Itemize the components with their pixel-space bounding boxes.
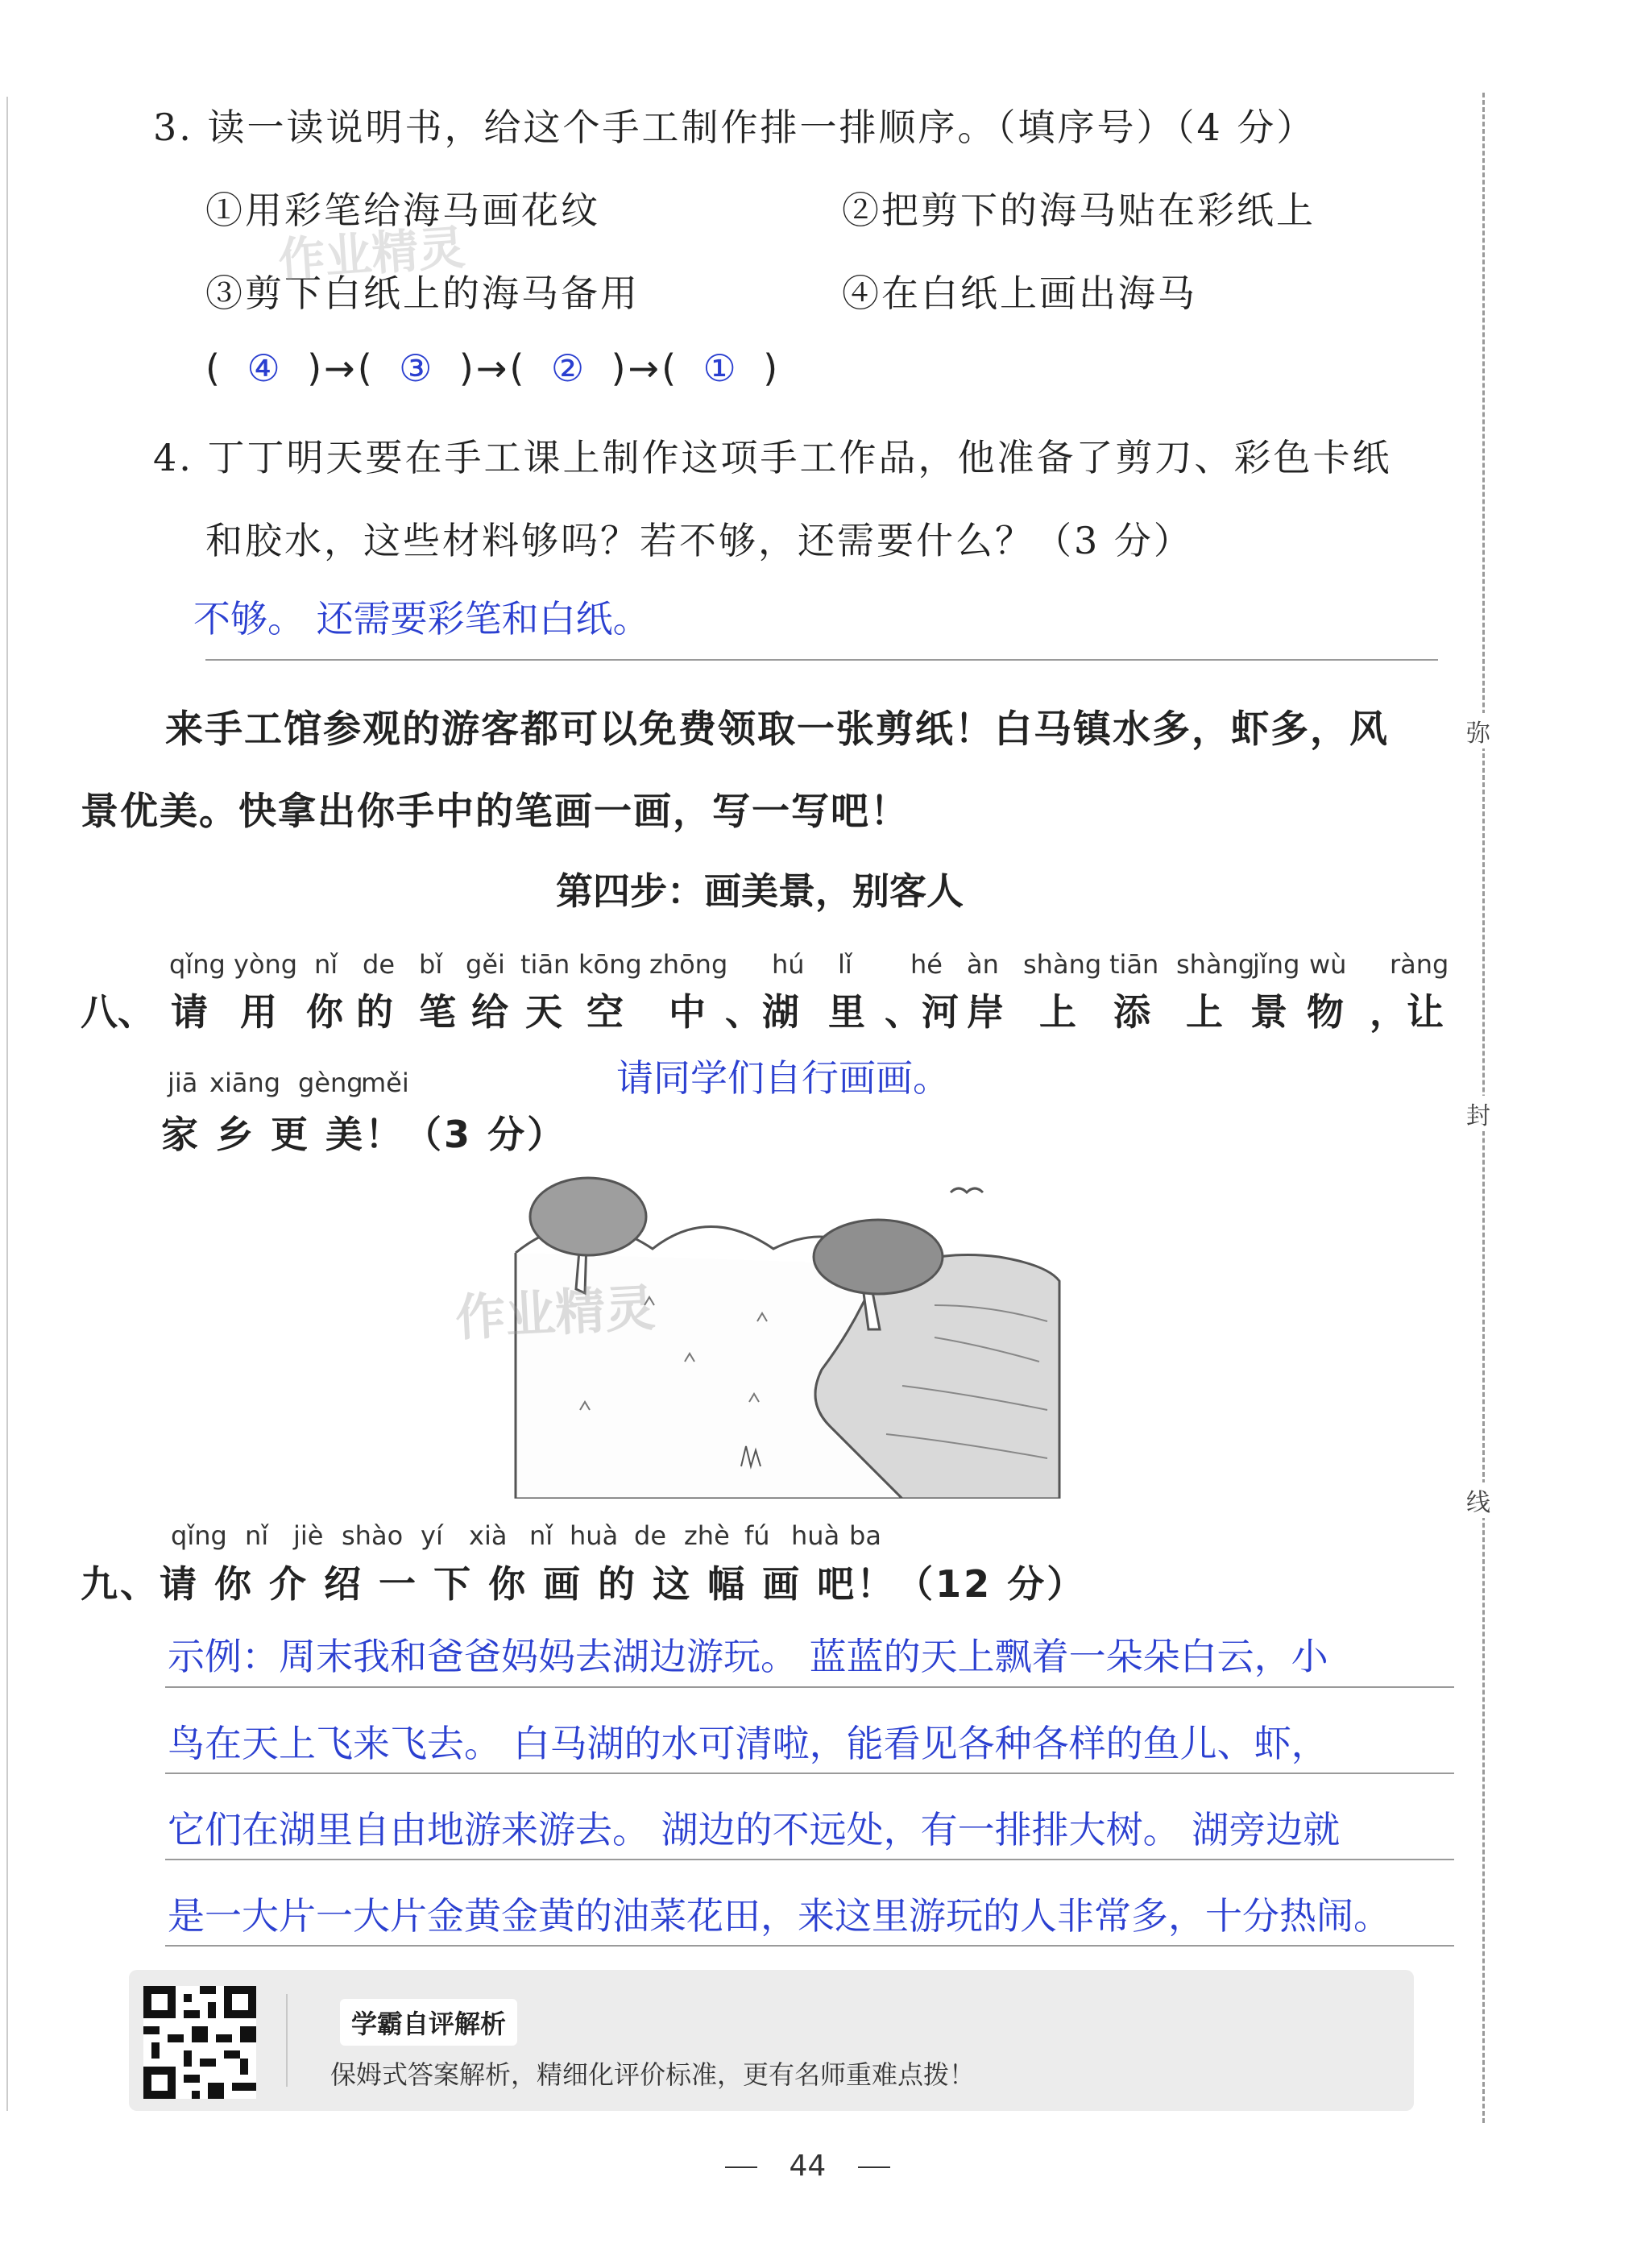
q3-seq-2: ③	[399, 346, 435, 390]
q3-seq-3: ②	[550, 346, 587, 390]
pinyin: zhōng	[649, 949, 728, 980]
q8-title-row-1: 八、 请 用 你 的 笔 给 天 空 中 、湖 里 、河 岸 上 添 上 景 物 ，让	[81, 983, 1450, 1031]
pinyin: ràng	[1390, 949, 1449, 980]
q9-answer-line-2: 鸟在天上飞来飞去。 白马湖的水可清啦，能看见各种各样的鱼儿、虾，	[168, 1722, 1328, 1765]
pinyin: tiān	[1109, 949, 1159, 980]
q3-seq-4: ①	[703, 346, 739, 390]
tree-canopy-right	[814, 1220, 943, 1294]
q3-option-4: ④在白纸上画出海马	[842, 272, 1197, 315]
q8-pinyin-row-2: jiā xiāng gèng měi	[168, 1068, 409, 1098]
q4-line-1: 4. 丁丁明天要在手工课上制作这项手工作品，他准备了剪刀、彩色卡纸	[153, 436, 1392, 479]
pinyin: de	[363, 949, 395, 980]
q9-answer-line-1: 示例：周末我和爸爸妈妈去湖边游玩。 蓝蓝的天上飘着一朵朵白云，小	[168, 1635, 1328, 1678]
banner-title: 学霸自评解析	[340, 1999, 517, 2046]
tree-canopy-left	[530, 1178, 646, 1255]
pinyin: qǐng	[169, 949, 226, 980]
seal-label-mi: 弥	[1466, 713, 1490, 748]
banner-divider	[286, 1994, 288, 2087]
left-border	[6, 97, 8, 2111]
dash-left	[725, 2166, 757, 2168]
dash-right	[858, 2166, 890, 2168]
q4-answer-line	[205, 659, 1438, 661]
qr-code-icon[interactable]	[143, 1986, 256, 2099]
q3-seq-1: ④	[247, 346, 283, 390]
q8-pinyin-row-1	[169, 949, 1458, 981]
intro-line-1: 来手工馆参观的游客都可以免费领取一张剪纸！白马镇水多，虾多，风	[165, 707, 1389, 752]
q8-number: 八、	[81, 990, 155, 1034]
q3-option-1: ①用彩笔给海马画花纹	[205, 189, 600, 232]
q8-answer: 请同学们自行画画。	[616, 1056, 950, 1100]
q4-line-2: 和胶水，这些材料够吗？若不够，还需要什么？（3 分）	[205, 519, 1193, 562]
q9-answer-line-3: 它们在湖里自由地游来游去。 湖边的不远处，有一排排大树。 湖旁边就	[168, 1808, 1341, 1851]
q4-answer: 不够。 还需要彩笔和白纸。	[193, 597, 650, 641]
pinyin: hé	[910, 949, 943, 980]
page-number-row	[725, 2150, 890, 2183]
page-number: 44	[789, 2150, 827, 2183]
pinyin: bǐ	[419, 949, 443, 980]
writing-line	[165, 1686, 1454, 1688]
watermark: 作业精灵	[276, 219, 467, 288]
pinyin: hú	[772, 949, 805, 980]
pinyin: gěi	[466, 949, 505, 980]
promo-banner	[129, 1970, 1414, 2111]
q9-title: 九、请 你 介 绍 一 下 你 画 的 这 幅 画 吧！（12 分）	[81, 1562, 1087, 1606]
q3-option-2: ②把剪下的海马贴在彩纸上	[842, 189, 1316, 232]
q3-option-3: ③剪下白纸上的海马备用	[205, 272, 640, 315]
q9-pinyin-row: qǐng nǐ jiè shào yí xià nǐ huà de zhè fú huà ba	[171, 1520, 881, 1551]
q8-title-row-2: 家 乡 更 美！（3 分）	[161, 1113, 567, 1156]
pinyin: shàng	[1176, 949, 1255, 980]
pinyin: wù	[1309, 949, 1347, 980]
pinyin: kōng	[578, 949, 642, 980]
q9-answer-line-4: 是一大片一大片金黄金黄的油菜花田，来这里游玩的人非常多，十分热闹。	[168, 1894, 1391, 1938]
pinyin: lǐ	[838, 949, 852, 980]
pinyin: jǐng	[1253, 949, 1300, 980]
seal-label-feng: 封	[1466, 1096, 1490, 1131]
q3-sequence: ( ④ )→( ③ )→( ② )→( ① )	[205, 346, 781, 390]
writing-line	[165, 1945, 1454, 1947]
bird	[951, 1188, 983, 1192]
writing-line	[165, 1773, 1454, 1774]
writing-line	[165, 1859, 1454, 1860]
banner-subtitle: 保姆式答案解析，精细化评价标准，更有名师重难点拨！	[330, 2059, 976, 2090]
pinyin: àn	[967, 949, 999, 980]
step-heading: 第四步：画美景，别客人	[556, 869, 964, 913]
intro-line-2: 景优美。快拿出你手中的笔画一画，写一写吧！	[81, 790, 910, 834]
seal-label-xian: 线	[1466, 1482, 1490, 1518]
pinyin: shàng	[1023, 949, 1102, 980]
pinyin: yòng	[234, 949, 298, 980]
pinyin: tiān	[520, 949, 570, 980]
watermark: 作业精灵	[454, 1278, 657, 1348]
pinyin: nǐ	[314, 949, 338, 980]
q3-title: 3. 读一读说明书，给这个手工制作排一排顺序。（填序号）（4 分）	[153, 106, 1316, 149]
